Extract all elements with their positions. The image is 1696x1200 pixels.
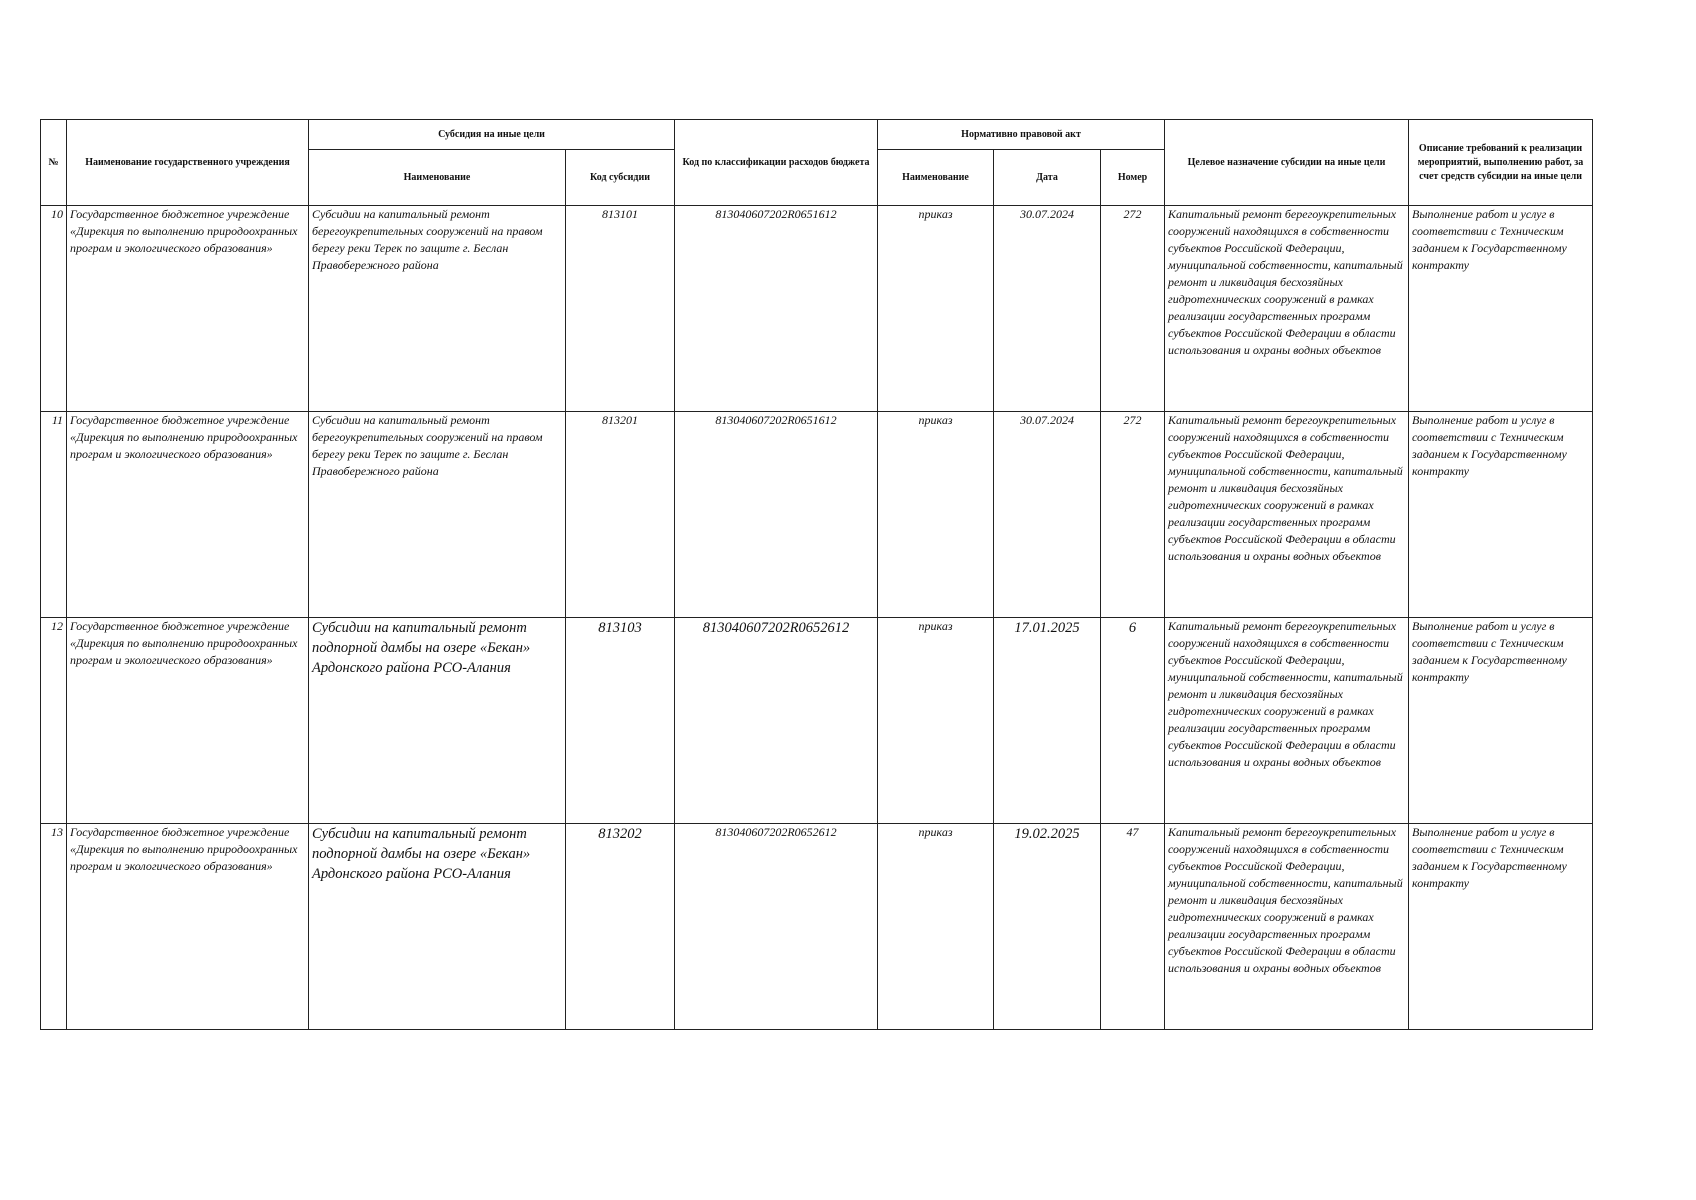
header-subsidy-code: Код субсидии bbox=[566, 150, 675, 206]
subsidy-code-cell: 813103 bbox=[566, 618, 675, 824]
act-date-cell: 17.01.2025 bbox=[994, 618, 1101, 824]
act-number-cell: 47 bbox=[1101, 824, 1165, 1030]
subsidy-name-cell: Субсидии на капитальный ремонт берегоукрепительных сооружений на правом берегу реки Терек по защите г. Беслан Правобережного района bbox=[309, 412, 566, 618]
header-act-number: Номер bbox=[1101, 150, 1165, 206]
budget-code-cell: 813040607202R0652612 bbox=[675, 618, 878, 824]
act-number-cell: 272 bbox=[1101, 412, 1165, 618]
institution-cell: Государственное бюджетное учреждение «Дирекция по выполнению природоохранных програм и экологического образования» bbox=[67, 206, 309, 412]
act-name-cell: приказ bbox=[878, 824, 994, 1030]
header-act-date: Дата bbox=[994, 150, 1101, 206]
table-row bbox=[41, 824, 1593, 1030]
purpose-cell: Капитальный ремонт берегоукрепительных сооружений находящихся в собственности субъектов Российской Федерации, муниципальной собственности, капитальный ремонт и ликвидация бесхозяйных гидротехнических сооружений в рамках реализации государственных программ субъектов Российской Федерации в области использования и охраны водных объектов bbox=[1165, 412, 1409, 618]
subsidy-name-cell: Субсидии на капитальный ремонт подпорной дамбы на озере «Бекан» Ардонского района РСО-Алания bbox=[309, 618, 566, 824]
requirements-cell: Выполнение работ и услуг в соответствии с Техническим заданием к Государственному контракту bbox=[1409, 824, 1593, 1030]
row-number: 13 bbox=[41, 824, 67, 1030]
row-number: 11 bbox=[41, 412, 67, 618]
budget-code-cell: 813040607202R0652612 bbox=[675, 824, 878, 1030]
header-subsidy-name: Наименование bbox=[309, 150, 566, 206]
document-sheet bbox=[40, 119, 1592, 1030]
header-act-group: Нормативно правовой акт bbox=[878, 120, 1165, 150]
act-name-cell: приказ bbox=[878, 412, 994, 618]
header-institution: Наименование государственного учреждения bbox=[67, 120, 309, 206]
subsidy-code-cell: 813201 bbox=[566, 412, 675, 618]
institution-cell: Государственное бюджетное учреждение «Дирекция по выполнению природоохранных програм и экологического образования» bbox=[67, 618, 309, 824]
subsidy-name-cell: Субсидии на капитальный ремонт берегоукрепительных сооружений на правом берегу реки Терек по защите г. Беслан Правобережного района bbox=[309, 206, 566, 412]
act-number-cell: 272 bbox=[1101, 206, 1165, 412]
header-budget-code: Код по классификации расходов бюджета bbox=[675, 120, 878, 206]
header-purpose: Целевое назначение субсидии на иные цели bbox=[1165, 120, 1409, 206]
act-date-cell: 30.07.2024 bbox=[994, 206, 1101, 412]
subsidy-code-cell: 813101 bbox=[566, 206, 675, 412]
header-act-name: Наименование bbox=[878, 150, 994, 206]
header-subsidy-group: Субсидия на иные цели bbox=[309, 120, 675, 150]
table-row bbox=[41, 618, 1593, 824]
act-date-cell: 19.02.2025 bbox=[994, 824, 1101, 1030]
act-number-cell: 6 bbox=[1101, 618, 1165, 824]
purpose-cell: Капитальный ремонт берегоукрепительных сооружений находящихся в собственности субъектов Российской Федерации, муниципальной собственности, капитальный ремонт и ликвидация бесхозяйных гидротехнических сооружений в рамках реализации государственных программ субъектов Российской Федерации в области использования и охраны водных объектов bbox=[1165, 618, 1409, 824]
table-row bbox=[41, 412, 1593, 618]
subsidy-table bbox=[40, 119, 1593, 1030]
act-name-cell: приказ bbox=[878, 618, 994, 824]
act-date-cell: 30.07.2024 bbox=[994, 412, 1101, 618]
requirements-cell: Выполнение работ и услуг в соответствии с Техническим заданием к Государственному контракту bbox=[1409, 618, 1593, 824]
requirements-cell: Выполнение работ и услуг в соответствии с Техническим заданием к Государственному контракту bbox=[1409, 412, 1593, 618]
purpose-cell: Капитальный ремонт берегоукрепительных сооружений находящихся в собственности субъектов Российской Федерации, муниципальной собственности, капитальный ремонт и ликвидация бесхозяйных гидротехнических сооружений в рамках реализации государственных программ субъектов Российской Федерации в области использования и охраны водных объектов bbox=[1165, 824, 1409, 1030]
row-number: 10 bbox=[41, 206, 67, 412]
row-number: 12 bbox=[41, 618, 67, 824]
act-name-cell: приказ bbox=[878, 206, 994, 412]
institution-cell: Государственное бюджетное учреждение «Дирекция по выполнению природоохранных програм и экологического образования» bbox=[67, 824, 309, 1030]
budget-code-cell: 813040607202R0651612 bbox=[675, 412, 878, 618]
institution-cell: Государственное бюджетное учреждение «Дирекция по выполнению природоохранных програм и экологического образования» bbox=[67, 412, 309, 618]
header-number: № bbox=[41, 120, 67, 206]
header-requirements: Описание требований к реализации мероприятий, выполнению работ, за счет средств субсидии на иные цели bbox=[1409, 120, 1593, 206]
subsidy-code-cell: 813202 bbox=[566, 824, 675, 1030]
subsidy-name-cell: Субсидии на капитальный ремонт подпорной дамбы на озере «Бекан» Ардонского района РСО-Алания bbox=[309, 824, 566, 1030]
purpose-cell: Капитальный ремонт берегоукрепительных сооружений находящихся в собственности субъектов Российской Федерации, муниципальной собственности, капитальный ремонт и ликвидация бесхозяйных гидротехнических сооружений в рамках реализации государственных программ субъектов Российской Федерации в области использования и охраны водных объектов bbox=[1165, 206, 1409, 412]
table-row bbox=[41, 206, 1593, 412]
budget-code-cell: 813040607202R0651612 bbox=[675, 206, 878, 412]
requirements-cell: Выполнение работ и услуг в соответствии с Техническим заданием к Государственному контракту bbox=[1409, 206, 1593, 412]
